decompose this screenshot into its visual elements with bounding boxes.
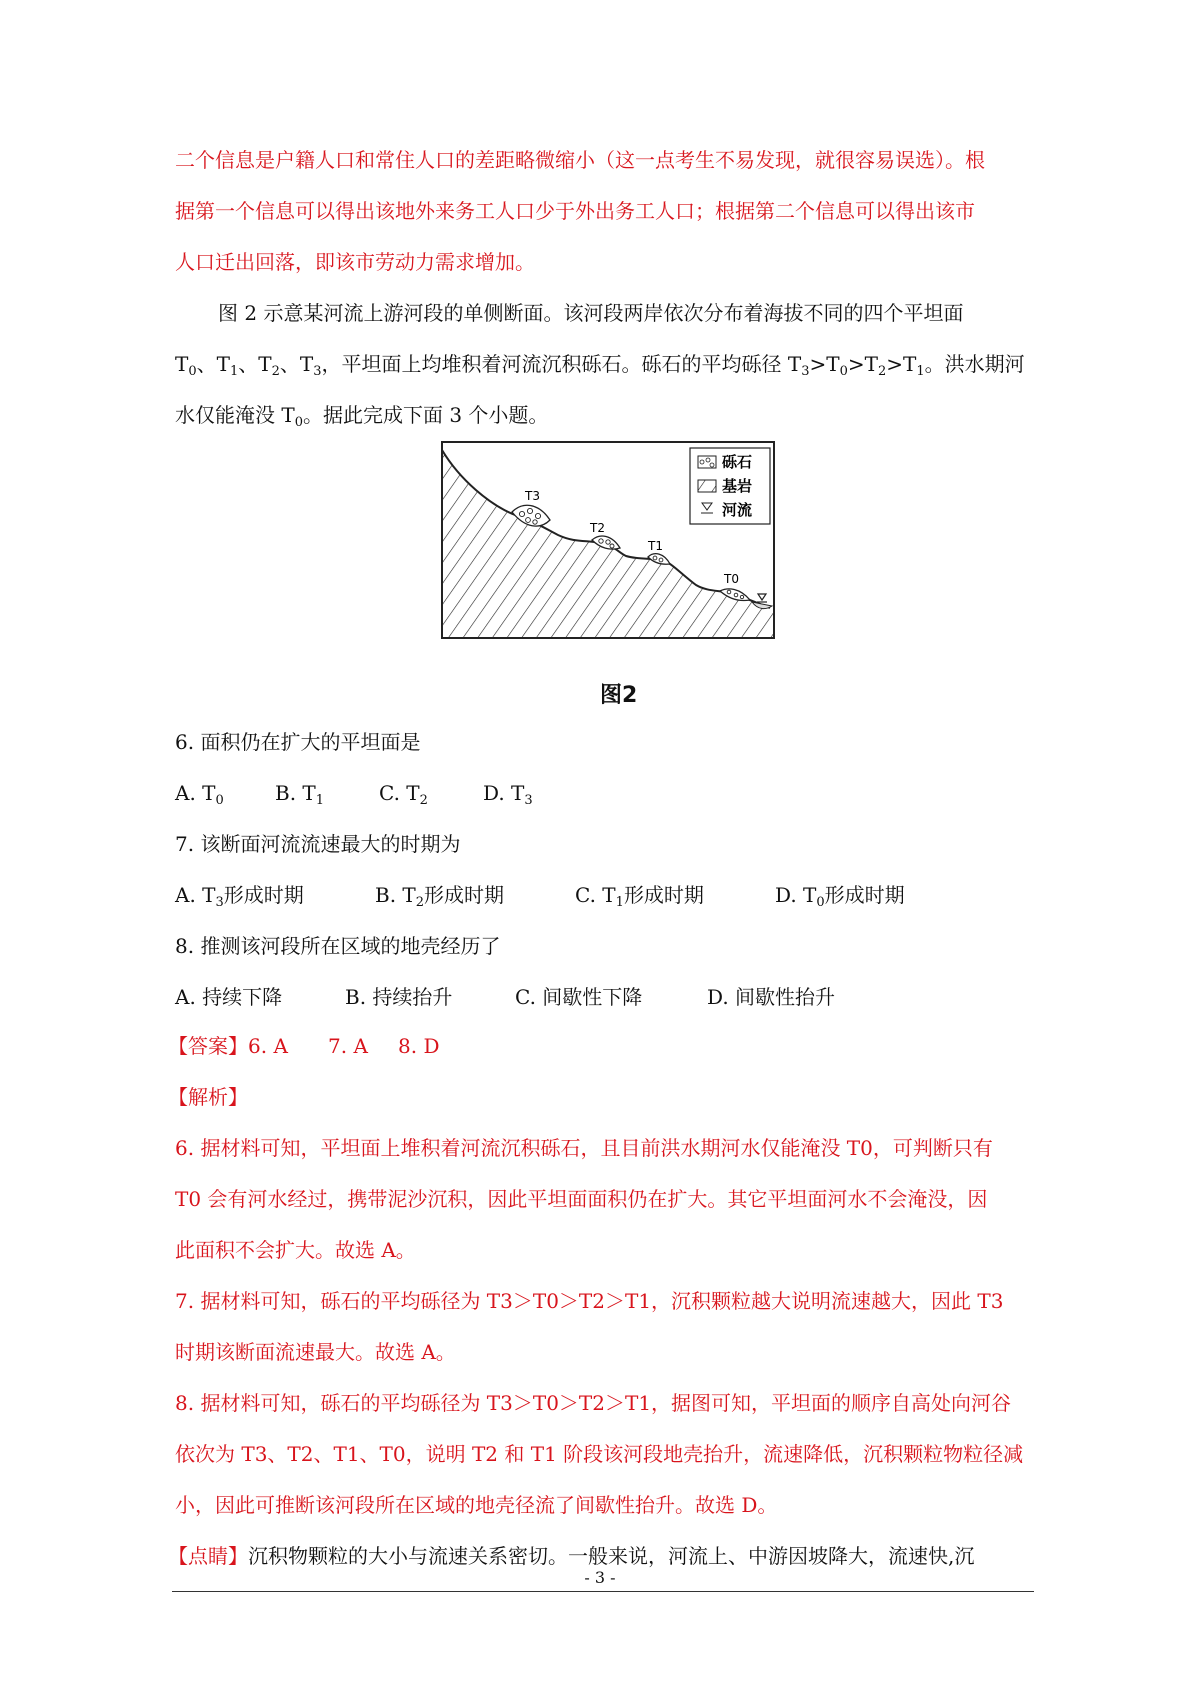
intro-line-3: 人口迁出回落，即该市劳动力需求增加。 <box>175 250 535 274</box>
analysis-8-line-1: 8. 据材料可知，砾石的平均砾径为 T3＞T0＞T2＞T1，据图可知，平坦面的顺序自高处向河谷 <box>175 1391 1012 1415</box>
q8-option-c: C. 间歇性下降 <box>515 985 643 1009</box>
q8-option-a: A. 持续下降 <box>175 985 283 1009</box>
q7-option-d: D. $T_0$形成时期 <box>775 883 905 910</box>
q8-option-b: B. 持续抬升 <box>345 985 453 1009</box>
q6-stem: 6. 面积仍在扩大的平坦面是 <box>175 730 421 754</box>
analysis-7-line-2: 时期该断面流速最大。故选 A。 <box>175 1340 456 1364</box>
analysis-6-line-3: 此面积不会扩大。故选 A。 <box>175 1238 416 1262</box>
footer-rule <box>172 1591 1034 1592</box>
analysis-8-line-3: 小，因此可推断该河段所在区域的地壳径流了间歇性抬升。故选 D。 <box>175 1493 778 1517</box>
q6-option-d: D. $T_3$ <box>483 781 533 808</box>
legend-bedrock-swatch <box>698 480 716 492</box>
legend-gravel-label: 砾石 <box>722 453 753 471</box>
stem-line-1: 图 2 示意某河流上游河段的单侧断面。该河段两岸依次分布着海拔不同的四个平坦面 <box>218 301 964 325</box>
q7-options <box>175 880 905 910</box>
analysis-6-line-1: 6. 据材料可知，平坦面上堆积着河流沉积砾石，且目前洪水期河水仅能淹没 T0，可判断只有 <box>175 1136 993 1160</box>
figure-caption: 图2 <box>600 683 638 708</box>
tip-label: 【点睛】 <box>168 1544 248 1568</box>
q8-options <box>175 982 835 1012</box>
stem-line-3: 水仅能淹没 $T_0$。据此完成下面 3 个小题。 <box>175 403 549 430</box>
label-t2: T2 <box>590 521 605 535</box>
analysis-6-line-2: T0 会有河水经过，携带泥沙沉积，因此平坦面面积仍在扩大。其它平坦面河水不会淹没，因 <box>175 1187 988 1211</box>
stem-line-2: $T_0$、$T_1$、$T_2$、$T_3$，平坦面上均堆积着河流沉积砾石。砾石的平均砾径 $T_3>T_0>T_2>T_1$。洪水期河 <box>175 352 1025 379</box>
river-cross-section-figure <box>440 440 810 705</box>
page-number: - 3 - <box>584 1568 616 1587</box>
q7-option-a: A. $T_3$形成时期 <box>175 883 304 910</box>
answer-line: 【答案】6. A 7. A 8. D <box>168 1034 440 1058</box>
q6-options <box>175 778 533 808</box>
label-t3: T3 <box>525 489 540 503</box>
intro-line-1: 二个信息是户籍人口和常住人口的差距略微缩小（这一点考生不易发现，就很容易误选）。根 <box>175 148 985 172</box>
label-t1: T1 <box>648 539 663 553</box>
q6-option-b: B. $T_1$ <box>275 781 325 808</box>
analysis-8-line-2: 依次为 T3、T2、T1、T0，说明 T2 和 T1 阶段该河段地壳抬升，流速降低，沉积颗粒物粒径减 <box>175 1442 1024 1466</box>
q7-option-c: C. $T_1$形成时期 <box>575 883 704 910</box>
q7-option-b: B. $T_2$形成时期 <box>375 883 505 910</box>
legend-bedrock-label: 基岩 <box>722 477 753 495</box>
q8-stem: 8. 推测该河段所在区域的地壳经历了 <box>175 934 501 958</box>
analysis-label: 【解析】 <box>168 1085 248 1109</box>
answer-label: 【答案】 <box>168 1034 248 1058</box>
q6-option-c: C. $T_2$ <box>379 781 428 808</box>
q6-option-a: A. $T_0$ <box>175 781 224 808</box>
intro-line-2: 据第一个信息可以得出该地外来务工人口少于外出务工人口；根据第二个信息可以得出该市 <box>175 199 975 223</box>
analysis-7-line-1: 7. 据材料可知，砾石的平均砾径为 T3＞T0＞T2＞T1，沉积颗粒越大说明流速越大，因此 T3 <box>175 1289 1004 1313</box>
q8-option-d: D. 间歇性抬升 <box>707 985 836 1009</box>
legend-river-label: 河流 <box>722 501 753 519</box>
tip-line <box>168 1541 974 1571</box>
q7-stem: 7. 该断面河流流速最大的时期为 <box>175 832 461 856</box>
label-t0: T0 <box>724 572 739 586</box>
tip-text: 沉积物颗粒的大小与流速关系密切。一般来说，河流上、中游因坡降大，流速快,沉 <box>248 1544 975 1568</box>
figure-legend <box>690 448 770 524</box>
